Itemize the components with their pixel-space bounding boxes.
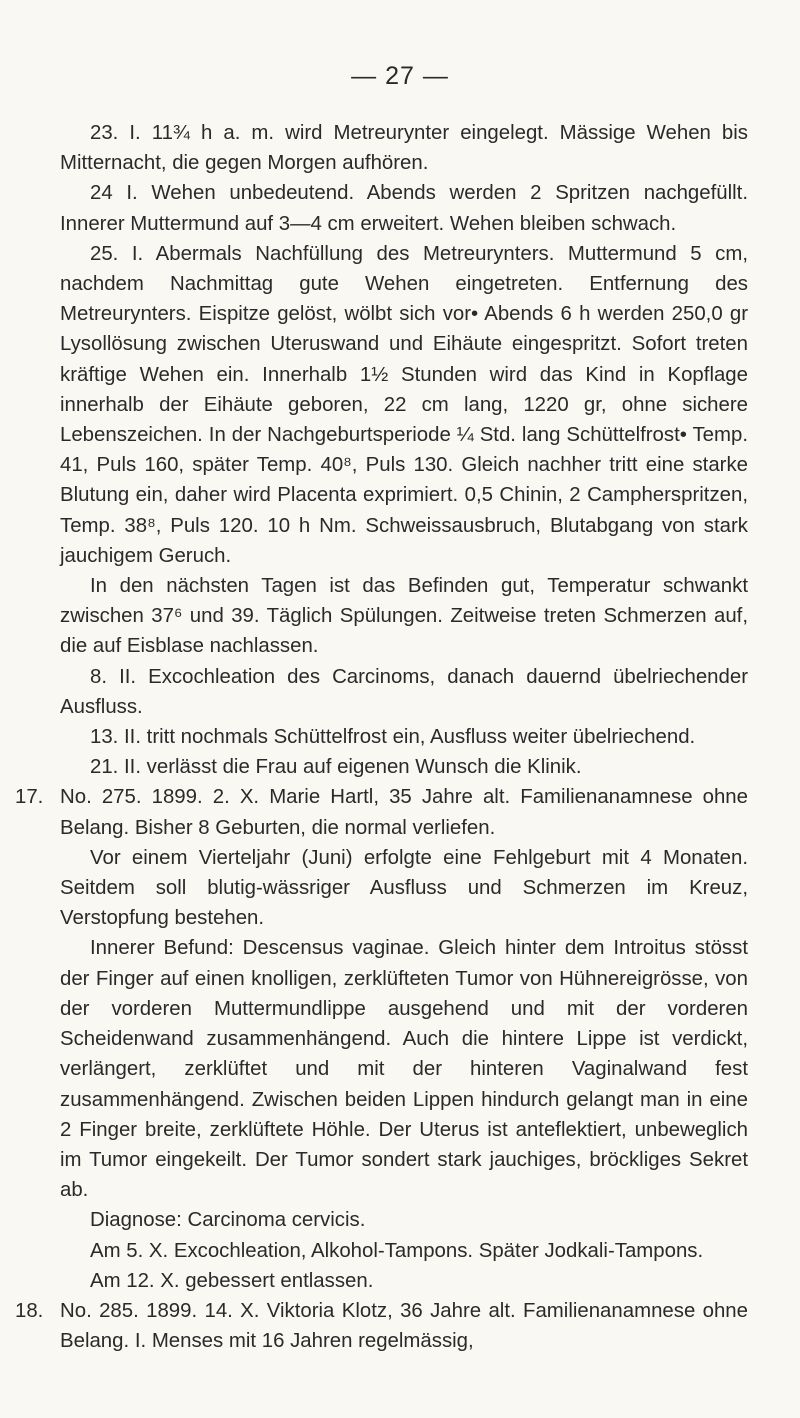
paragraph: Diagnose: Carcinoma cervicis. [90,1209,366,1232]
paragraph: Am 12. X. gebessert entlassen. [90,1269,374,1292]
paragraph: 23. I. 11¾ h a. m. wird Metreurynter eingelegt. Mässige Wehen bis Mitternacht, die gegen Morgen aufhören. [60,122,748,175]
paragraph: 24 I. Wehen unbedeutend. Abends werden 2 Spritzen nachgefüllt. Innerer Muttermund auf 3—4 cm erweitert. Wehen bleiben schwach. [60,182,748,235]
paragraph: 25. I. Abermals Nachfüllung des Metreurynters. Muttermund 5 cm, nachdem Nachmittag gute Wehen eingetreten. Entfernung des Metreurynters. Eispitze gelöst, wölbt sich vor• Abends 6 h werden 250,0 gr Lysollösung zwischen Uteruswand und Eihäute eingespritzt. Sofort treten kräftige Wehen ein. Innerhalb 1½ Stunden wird das Kind in Kopflage innerhalb der Eihäute geboren, 22 cm lang, 1220 gr, ohne sichere Lebenszeichen. In der Nachgeburtsperiode ¼ Std. lang Schüttelfrost• Temp. 41, Puls 160, später Temp. 40⁸, Puls 130. Gleich nachher tritt eine starke Blutung ein, daher wird Placenta exprimiert. 0,5 Chinin, 2 Campherspritzen, Temp. 38⁸, Puls 120. 10 h Nm. Schweissausbruch, Blutabgang von stark jauchigem Geruch. [60,242,748,567]
page-content [15,118,748,1356]
paragraph: No. 275. 1899. 2. X. Marie Hartl, 35 Jahre alt. Familienanamnese ohne Belang. Bisher 8 Geburten, die normal verliefen. [60,786,748,839]
case-number: 17. [15,786,44,809]
paragraph: No. 285. 1899. 14. X. Viktoria Klotz, 36 Jahre alt. Familienanamnese ohne Belang. I. Menses mit 16 Jahren regelmässig, [60,1299,748,1353]
paragraph: In den nächsten Tagen ist das Befinden gut, Temperatur schwankt zwischen 37⁶ und 39. Täglich Spülungen. Zeitweise treten Schmerzen auf, die auf Eisblase nachlassen. [60,575,748,658]
paragraph: Am 5. X. Excochleation, Alkohol-Tampons. Später Jodkali-Tampons. [90,1239,704,1262]
paragraph: Innerer Befund: Descensus vaginae. Gleich hinter dem Introitus stösst der Finger auf einen knolligen, zerklüfteten Tumor von Hühnereigrösse, von der vorderen Muttermundlippe ausgehend und mit der vorderen Scheidenwand zusammenhängend. Auch die hintere Lippe ist verdickt, verlängert, zerklüftet und mit der hinteren Vaginalwand fest zusammenhängend. Zwischen beiden Lippen hindurch gelangt man in eine 2 Finger breite, zerklüftete Höhle. Der Uterus ist anteflektiert, unbeweglich im Tumor eingekeilt. Der Tumor sondert stark jauchiges, bröckliges Sekret ab. [60,937,748,1202]
paragraph: Vor einem Vierteljahr (Juni) erfolgte eine Fehlgeburt mit 4 Monaten. Seitdem soll blutig-wässriger Ausfluss und Schmerzen im Kreuz, Verstopfung bestehen. [60,846,748,930]
paragraph: 21. II. verlässt die Frau auf eigenen Wunsch die Klinik. [90,756,582,779]
case-entry-18 [15,1296,748,1356]
paragraph: 13. II. tritt nochmals Schüttelfrost ein, Ausfluss weiter übelriechend. [90,726,696,749]
case-entry-17 [15,782,748,1295]
paragraph: 8. II. Excochleation des Carcinoms, danach dauernd übelriechender Ausfluss. [60,665,748,718]
case-number: 18. [15,1299,44,1322]
page-number: — 27 — [351,62,449,90]
